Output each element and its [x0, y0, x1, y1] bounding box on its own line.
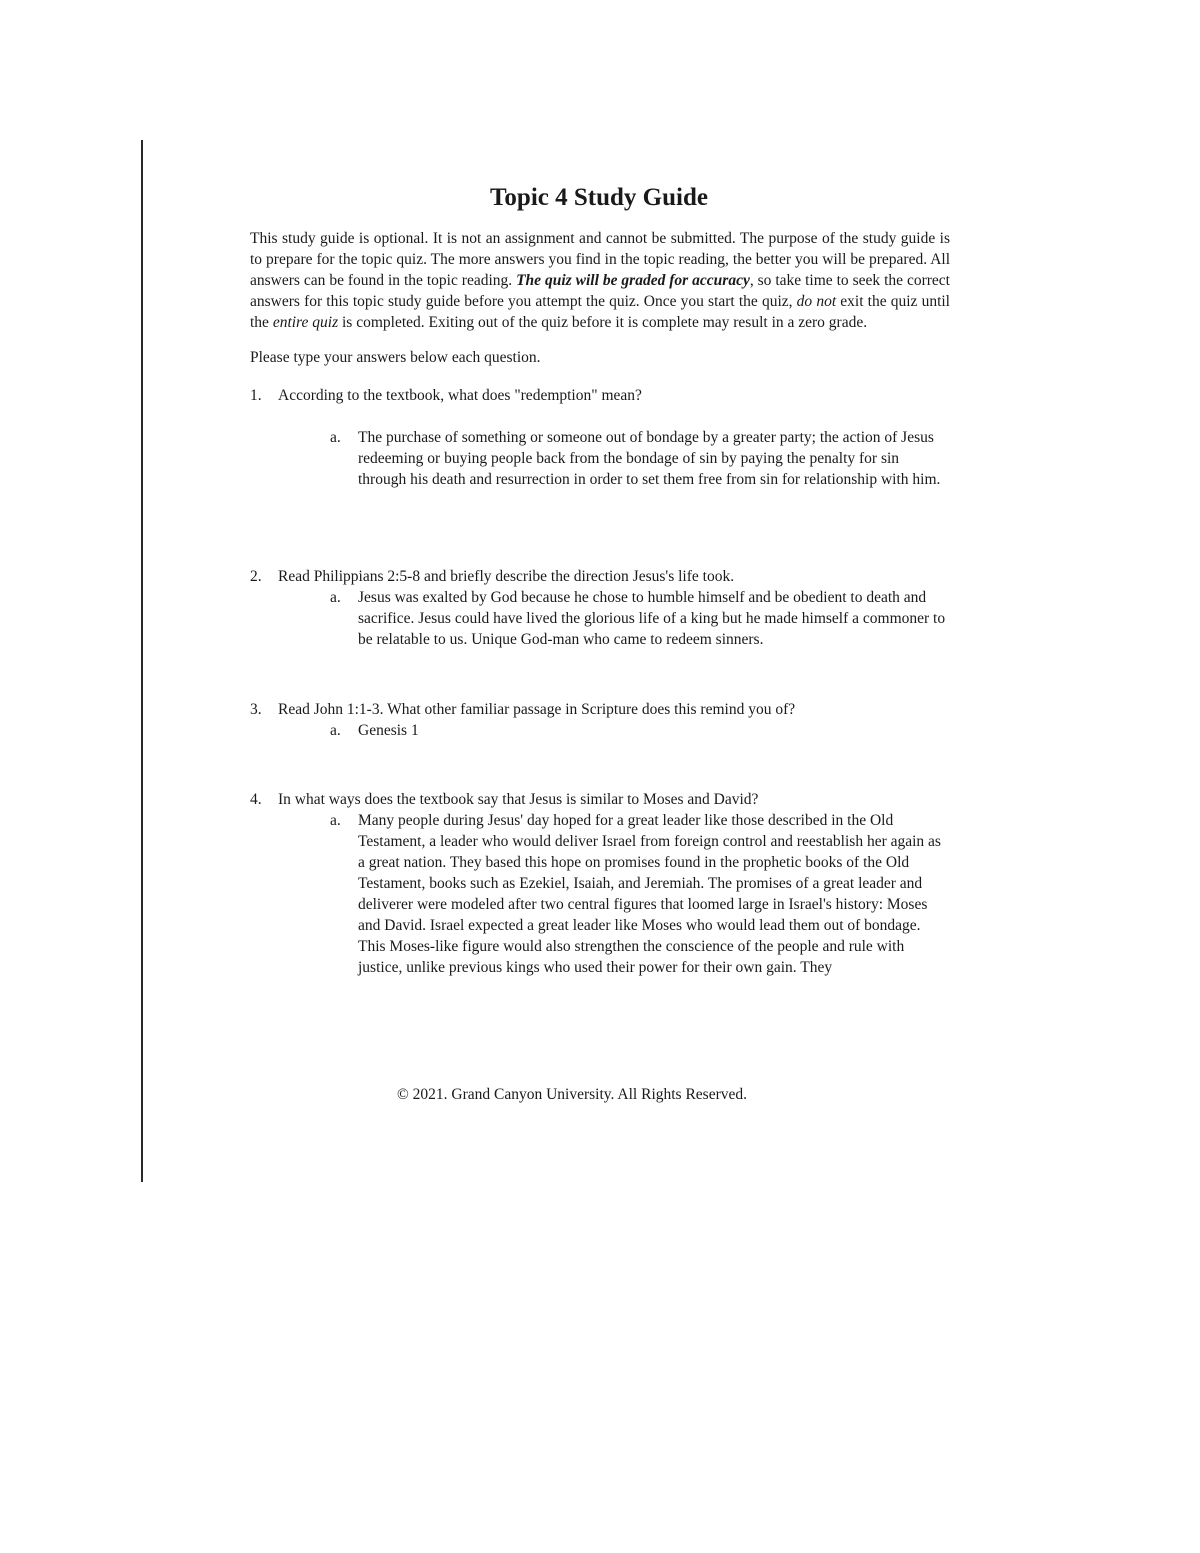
- answer-letter: a.: [330, 812, 341, 829]
- question-number: 2.: [250, 568, 262, 585]
- answer-4[interactable]: [250, 810, 950, 978]
- answer-1[interactable]: [250, 427, 950, 490]
- question-4: [250, 789, 950, 810]
- answer-text[interactable]: Jesus was exalted by God because he chose to humble himself and be obedient to death and sacrifice. Jesus could have lived the glorious life of a king but he made himself a commoner to be relatable to us. Unique God-man who came to redeem sinners.: [358, 589, 946, 648]
- intro-text-2: , so take time to seek the correct answers for this topic study guide before you attempt the quiz. Once you start the quiz,: [250, 272, 950, 310]
- question-2: [250, 566, 950, 587]
- question-text: Read John 1:1-3. What other familiar passage in Scripture does this remind you of?: [278, 701, 796, 718]
- question-number: 3.: [250, 701, 262, 718]
- intro-text-1: This study guide is optional. It is not an assignment and cannot be submitted. The purpose of the study guide is to prepare for the topic quiz. The more answers you find in the topic reading, the better you will be prepared. All answers can be found in the topic reading.: [250, 230, 950, 289]
- instructions: Please type your answers below each question.: [250, 349, 541, 366]
- answer-letter: a.: [330, 722, 341, 739]
- answer-letter: a.: [330, 429, 341, 446]
- question-list: [250, 385, 950, 978]
- question-text: In what ways does the textbook say that Jesus is similar to Moses and David?: [278, 791, 759, 808]
- answer-2[interactable]: [250, 587, 950, 650]
- answer-3[interactable]: [250, 720, 950, 741]
- intro-text-4: is completed. Exiting out of the quiz before it is complete may result in a zero grade.: [338, 314, 868, 331]
- intro-emphasis-graded: The quiz will be graded for accuracy: [516, 272, 750, 289]
- question-text: According to the textbook, what does "redemption" mean?: [278, 387, 642, 404]
- intro-emphasis-do-not: do not: [796, 293, 837, 310]
- copyright-footer: © 2021. Grand Canyon University. All Rights Reserved.: [397, 1086, 748, 1103]
- intro-emphasis-entire-quiz: entire quiz: [272, 314, 339, 331]
- intro-text-3: exit the quiz until the: [250, 293, 950, 331]
- answer-text[interactable]: The purchase of something or someone out of bondage by a greater party; the action of Jesus redeeming or buying people back from the bondage of sin by paying the penalty for sin through his death and resurrection in order to set them free from sin for relationship with him.: [358, 429, 941, 488]
- answer-letter: a.: [330, 589, 341, 606]
- question-1: [250, 385, 950, 406]
- answer-text[interactable]: Many people during Jesus' day hoped for a great leader like those described in the Old Testament, a leader who would deliver Israel from foreign control and reestablish her again as a great nation. They based this hope on promises found in the prophetic books of the Old Testament, books such as Ezekiel, Isaiah, and Jeremiah. The promises of a great leader and deliverer were modeled after two central figures that loomed large in Israel's history: Moses and David. Israel expected a great leader like Moses who would lead them out of bondage. This Moses-like figure would also strengthen the conscience of the people and rule with justice, unlike previous kings who used their power for their own gain. They: [358, 812, 941, 976]
- question-3: [250, 699, 950, 720]
- intro-paragraph: [250, 228, 950, 333]
- page-margin-rule: [141, 140, 143, 1182]
- question-number: 1.: [250, 387, 262, 404]
- question-text: Read Philippians 2:5-8 and briefly describe the direction Jesus's life took.: [278, 568, 735, 585]
- answer-text[interactable]: Genesis 1: [358, 722, 419, 739]
- question-number: 4.: [250, 791, 262, 808]
- document-title: Topic 4 Study Guide: [490, 184, 708, 211]
- document-body: [250, 180, 950, 978]
